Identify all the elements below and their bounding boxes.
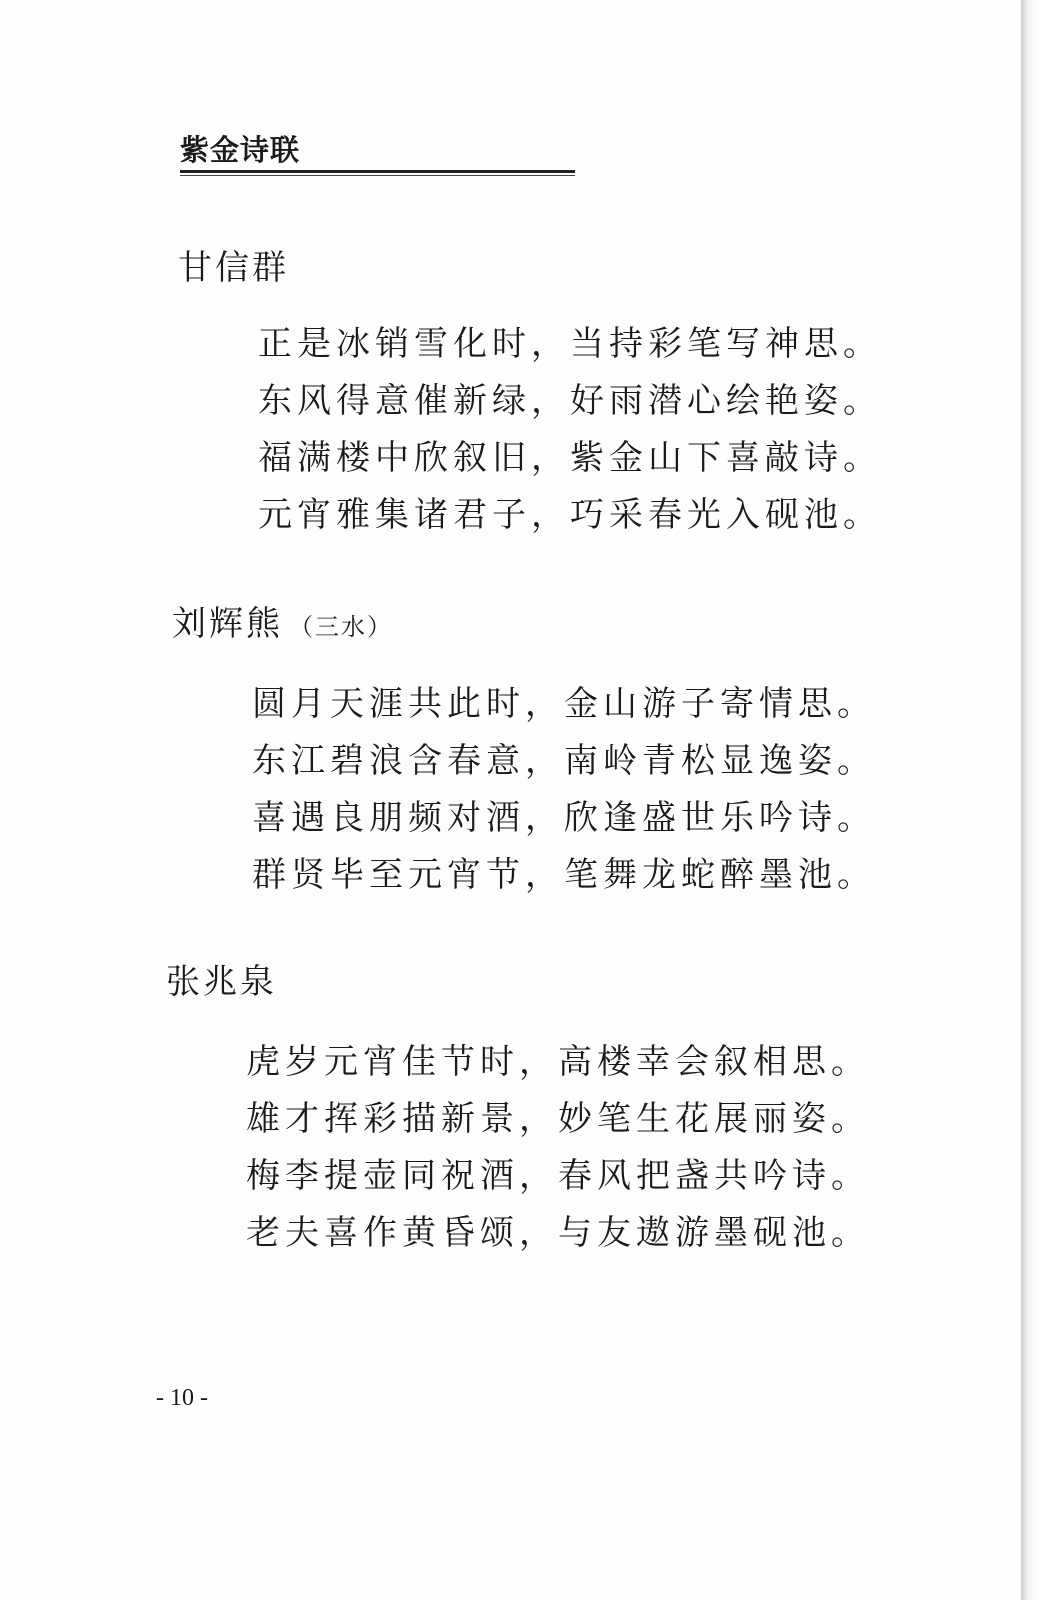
poem-line: 正是冰销雪化时，当持彩笔写神思。 (258, 324, 882, 364)
header-title: 紫金诗联 (180, 133, 301, 167)
poem-line: 圆月天涯共此时，金山游子寄情思。 (252, 684, 876, 724)
poem-line: 梅李提壶同祝酒，春风把盏共吟诗。 (246, 1156, 870, 1196)
page-number: - 10 - (156, 1385, 208, 1411)
poem-line: 喜遇良朋频对酒，欣逢盛世乐吟诗。 (252, 798, 876, 838)
poem-body (246, 1034, 870, 1262)
poem-line: 群贤毕至元宵节，笔舞龙蛇醉墨池。 (252, 855, 876, 895)
poem-line: 雄才挥彩描新景，妙笔生花展丽姿。 (246, 1099, 870, 1139)
author-name: 刘辉熊 (172, 604, 283, 644)
page-edge-shadow (1021, 0, 1040, 1600)
poem-line: 东江碧浪含春意，南岭青松显逸姿。 (252, 741, 876, 781)
author-name: 甘信群 (178, 248, 289, 288)
poem-author (166, 962, 277, 1002)
poem-body (252, 676, 876, 904)
poem-line: 东风得意催新绿，好雨潜心绘艳姿。 (258, 381, 882, 421)
poem-author (178, 248, 289, 288)
header-rule-thin (180, 175, 575, 176)
author-note: （三水） (289, 613, 393, 641)
running-header (180, 132, 575, 176)
author-name: 张兆泉 (166, 962, 277, 1002)
header-rule-thick (180, 170, 575, 173)
poem-line: 虎岁元宵佳节时，高楼幸会叙相思。 (246, 1042, 870, 1082)
poem-line: 元宵雅集诸君子，巧采春光入砚池。 (258, 495, 882, 535)
poem-line: 福满楼中欣叙旧，紫金山下喜敲诗。 (258, 438, 882, 478)
poem-author (172, 604, 393, 647)
poem-line: 老夫喜作黄昏颂，与友遨游墨砚池。 (246, 1213, 870, 1253)
poem-body (258, 316, 882, 544)
